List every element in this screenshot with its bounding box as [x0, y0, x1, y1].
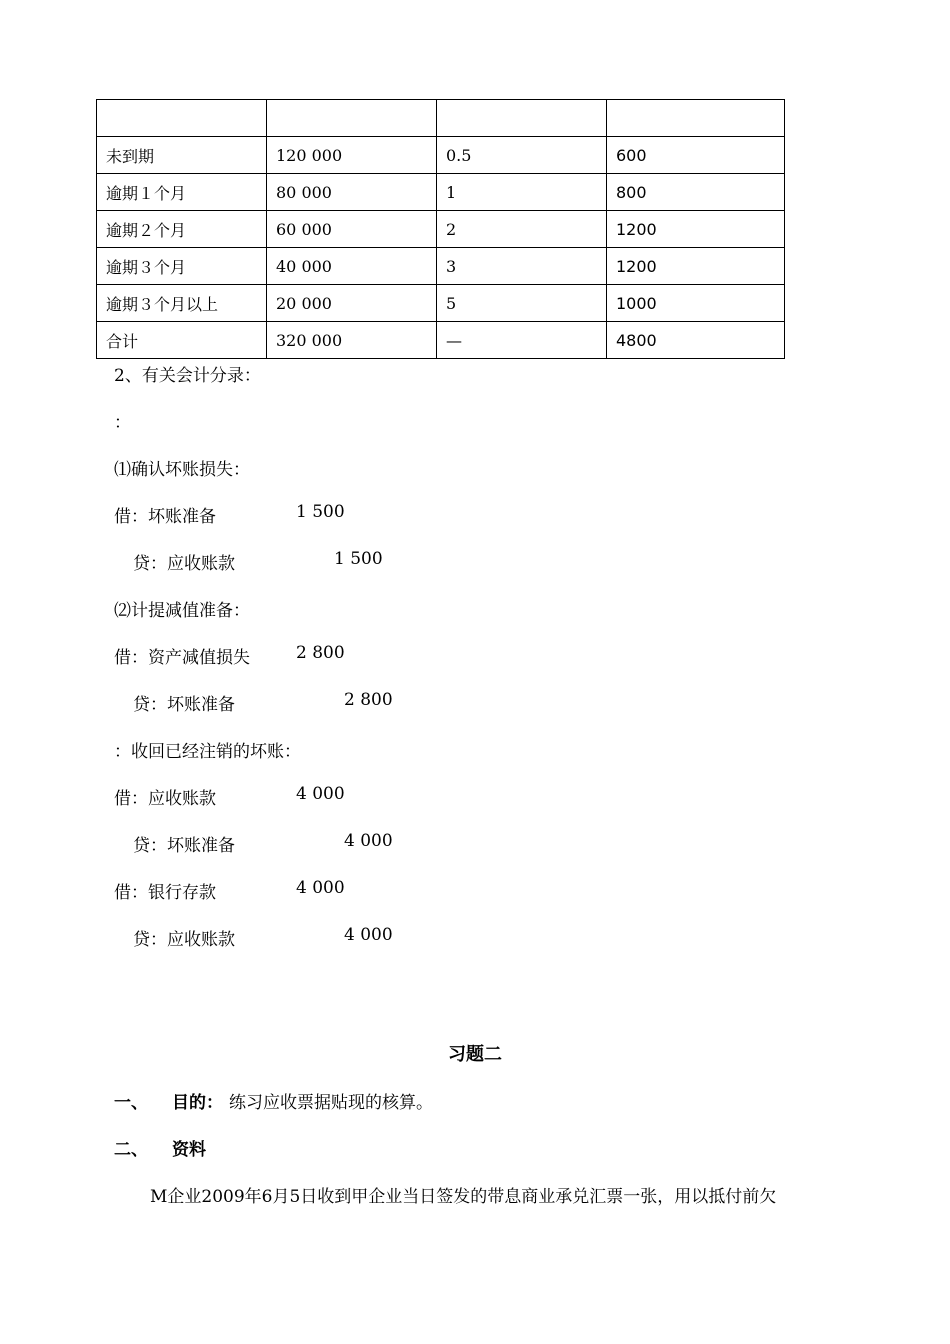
- item-3-heading: ：收回已经注销的坏账：: [114, 742, 301, 762]
- section-1-label: 目的：: [172, 1093, 223, 1113]
- table-cell: 600: [607, 137, 785, 174]
- table-cell: 0.5: [437, 137, 607, 174]
- entry-1-debit-amount: 1 500: [296, 502, 345, 522]
- entry-2-debit-amount: 2 800: [296, 643, 345, 663]
- colon-line: ：: [114, 413, 131, 433]
- table-cell: 5: [437, 285, 607, 322]
- table-cell: [437, 100, 607, 137]
- table-cell: 未到期: [97, 137, 267, 174]
- table-cell: 60 000: [267, 211, 437, 248]
- item-1-heading: ⑴确认坏账损失：: [114, 460, 250, 480]
- entry-1-credit-amount: 1 500: [334, 549, 383, 569]
- section-2-number: 二、: [114, 1140, 148, 1160]
- table-cell: [97, 100, 267, 137]
- table-cell: 逾期２个月: [97, 211, 267, 248]
- entry-3-debit-amount: 4 000: [296, 784, 345, 804]
- entry-1-debit-label: 借：坏账准备: [114, 507, 216, 527]
- table-row: [97, 100, 785, 137]
- entries-heading: 2、有关会计分录：: [114, 366, 261, 386]
- entry-1-credit-label: 贷：应收账款: [133, 554, 235, 574]
- entry-4-credit-label: 贷：应收账款: [133, 930, 235, 950]
- entry-3-debit-label: 借：应收账款: [114, 789, 216, 809]
- table-cell: 逾期１个月: [97, 174, 267, 211]
- table-cell: 1200: [607, 211, 785, 248]
- table-cell: 合计: [97, 322, 267, 359]
- table-cell: 800: [607, 174, 785, 211]
- entry-3-credit-label: 贷：坏账准备: [133, 836, 235, 856]
- table-cell: 80 000: [267, 174, 437, 211]
- table-row: [97, 137, 785, 174]
- table-cell: 逾期３个月: [97, 248, 267, 285]
- table-row: [97, 211, 785, 248]
- table-cell: 3: [437, 248, 607, 285]
- entry-2-credit-amount: 2 800: [344, 690, 393, 710]
- entry-2-debit-label: 借：资产减值损失: [114, 648, 250, 668]
- table-row: [97, 174, 785, 211]
- entry-4-debit-amount: 4 000: [296, 878, 345, 898]
- table-cell: —: [437, 322, 607, 359]
- table-cell: 1000: [607, 285, 785, 322]
- entry-4-debit-label: 借：银行存款: [114, 883, 216, 903]
- table-cell: 1200: [607, 248, 785, 285]
- table-row: [97, 285, 785, 322]
- table-cell: 1: [437, 174, 607, 211]
- section-1-text: 练习应收票据贴现的核算。: [229, 1093, 433, 1113]
- table-cell: 40 000: [267, 248, 437, 285]
- entry-2-credit-label: 贷：坏账准备: [133, 695, 235, 715]
- section-2-label: 资料: [172, 1140, 206, 1160]
- section-1-number: 一、: [114, 1093, 148, 1113]
- item-2-heading: ⑵计提减值准备：: [114, 601, 250, 621]
- aging-table: [96, 99, 785, 359]
- table-cell: 逾期３个月以上: [97, 285, 267, 322]
- table-cell: 20 000: [267, 285, 437, 322]
- table-row: [97, 248, 785, 285]
- table-cell: [267, 100, 437, 137]
- exercise-title: 习题二: [448, 1044, 502, 1065]
- table-cell: 120 000: [267, 137, 437, 174]
- entry-3-credit-amount: 4 000: [344, 831, 393, 851]
- table-cell: [607, 100, 785, 137]
- table-row: [97, 322, 785, 359]
- material-paragraph: M企业2009年6月5日收到甲企业当日签发的带息商业承兑汇票一张，用以抵付前欠: [150, 1187, 777, 1207]
- table-cell: 2: [437, 211, 607, 248]
- table-cell: 4800: [607, 322, 785, 359]
- table-cell: 320 000: [267, 322, 437, 359]
- entry-4-credit-amount: 4 000: [344, 925, 393, 945]
